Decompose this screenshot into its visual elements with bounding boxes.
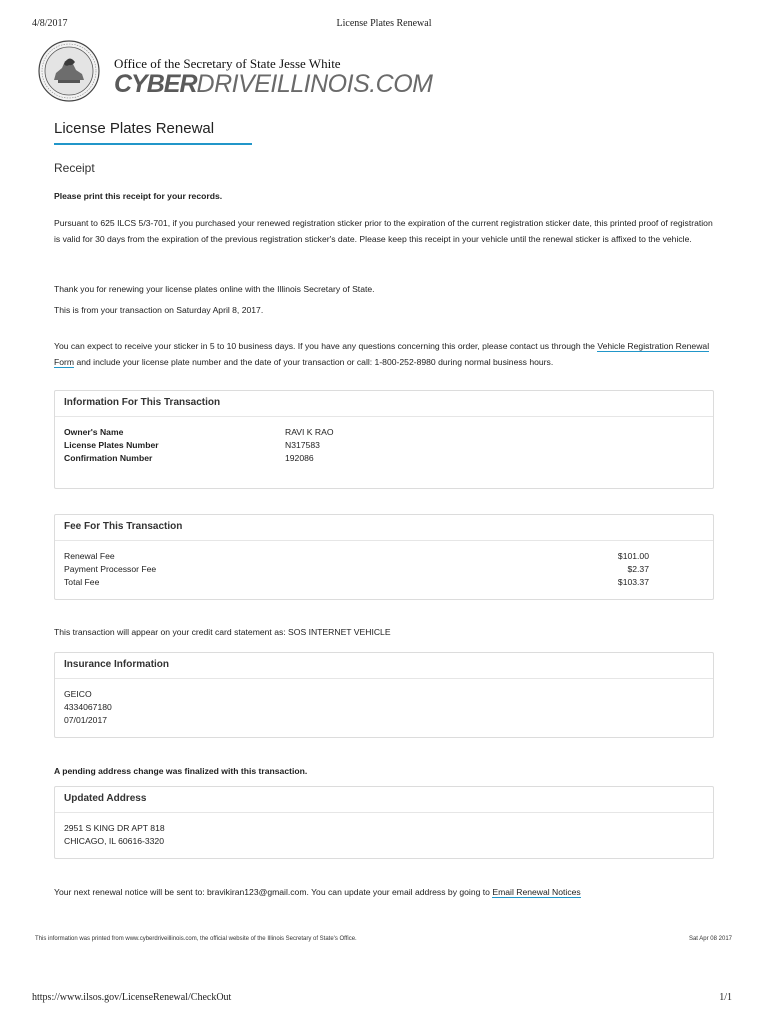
site-logo[interactable] [114,70,433,99]
renewal-fee-label: Renewal Fee [64,551,115,561]
info-row [64,439,704,452]
fee-row [64,550,704,563]
contact-text-before: You can expect to receive your sticker in 5 to 10 business days. If you have any questions concerning this order, please contact us through the [54,341,598,351]
print-title: License Plates Renewal [336,18,432,29]
insurance-policy-number: 4334067180 [64,701,112,712]
total-fee-amount: $103.37 [617,576,649,587]
fee-row [64,576,704,589]
insurance-panel [54,652,714,738]
address-line-2: CHICAGO, IL 60616-3320 [64,835,164,846]
confirmation-number-label: Confirmation Number [64,452,153,463]
contact-text-after: and include your license plate number and the date of your transaction or call: 1-800-252-8980 during normal business hours. [74,356,554,367]
processor-fee-label: Payment Processor Fee [64,563,157,574]
office-name: Office of the Secretary of State Jesse White [114,56,341,71]
fee-row [64,563,704,576]
insurance-expiration-date: 07/01/2017 [64,714,108,725]
title-underline [54,143,252,145]
processor-fee-amount: $2.37 [627,563,649,574]
confirmation-number-value: 192086 [285,452,314,463]
insurance-title: Insurance Information [55,653,713,679]
total-fee-label: Total Fee [64,576,100,587]
print-url: https://www.ilsos.gov/LicenseRenewal/CheckOut [32,992,232,1003]
renewal-notice-paragraph [54,885,714,901]
logo-rest-text: DRIVEILLINOIS.COM [196,70,433,98]
address-change-notice: A pending address change was finalized with this transaction. [54,766,308,776]
transaction-info-title: Information For This Transaction [55,391,713,417]
print-footer [32,992,732,1006]
owner-name-label: Owner's Name [64,427,124,437]
printed-date: Sat Apr 08 2017 [688,936,732,942]
validity-paragraph: Pursuant to 625 ILCS 5/3-701, if you purchased your renewed registration sticker prior to the expiration of the current registration sticker date, this printed proof of registration is valid for 30 days from the expiration of the previous registration sticker's date. Please keep this receipt in your vehicle until the renewal sticker is affixed to the vehicle. [54,218,713,244]
transaction-date-text: This is from your transaction on Saturday April 8, 2017. [54,305,264,315]
renewal-notice-text: Your next renewal notice will be sent to: bravikiran123@gmail.com. You can update your email address by going to [54,887,493,897]
print-header [32,18,736,32]
insurance-company: GEICO [64,689,92,699]
fee-panel [54,514,714,600]
renewal-fee-amount: $101.00 [617,551,649,561]
print-date: 4/8/2017 [32,18,68,29]
address-line-1: 2951 S KING DR APT 818 [64,823,165,833]
email-renewal-notices-link[interactable]: Email Renewal Notices [492,887,581,897]
contact-paragraph [54,339,714,370]
print-notice: Please print this receipt for your records. [54,191,223,201]
illinois-seal-icon [38,40,100,102]
transaction-info-panel [54,390,714,489]
updated-address-panel [54,786,714,859]
thanks-text: Thank you for renewing your license plates online with the Illinois Secretary of State. [54,284,375,294]
updated-address-title: Updated Address [55,787,713,813]
logo-bold-text: CYBER [114,70,197,98]
plate-number-value: N317583 [285,439,320,450]
page-title: License Plates Renewal [54,120,215,137]
info-row [64,426,704,439]
page-number: 1/1 [719,992,732,1003]
owner-name-value: RAVI K RAO [285,427,334,437]
statement-note: This transaction will appear on your credit card statement as: SOS INTERNET VEHICLE [54,627,391,637]
plate-number-label: License Plates Number [64,439,159,450]
printed-from-note: This information was printed from www.cyberdriveillinois.com, the official website of the Illinois Secretary of State's Office. [35,936,357,942]
vehicle-registration-renewal-form-link[interactable]: Vehicle Registration Renewal Form [54,341,710,367]
section-title: Receipt [54,161,95,175]
fee-title: Fee For This Transaction [55,515,713,541]
info-row [64,452,704,465]
